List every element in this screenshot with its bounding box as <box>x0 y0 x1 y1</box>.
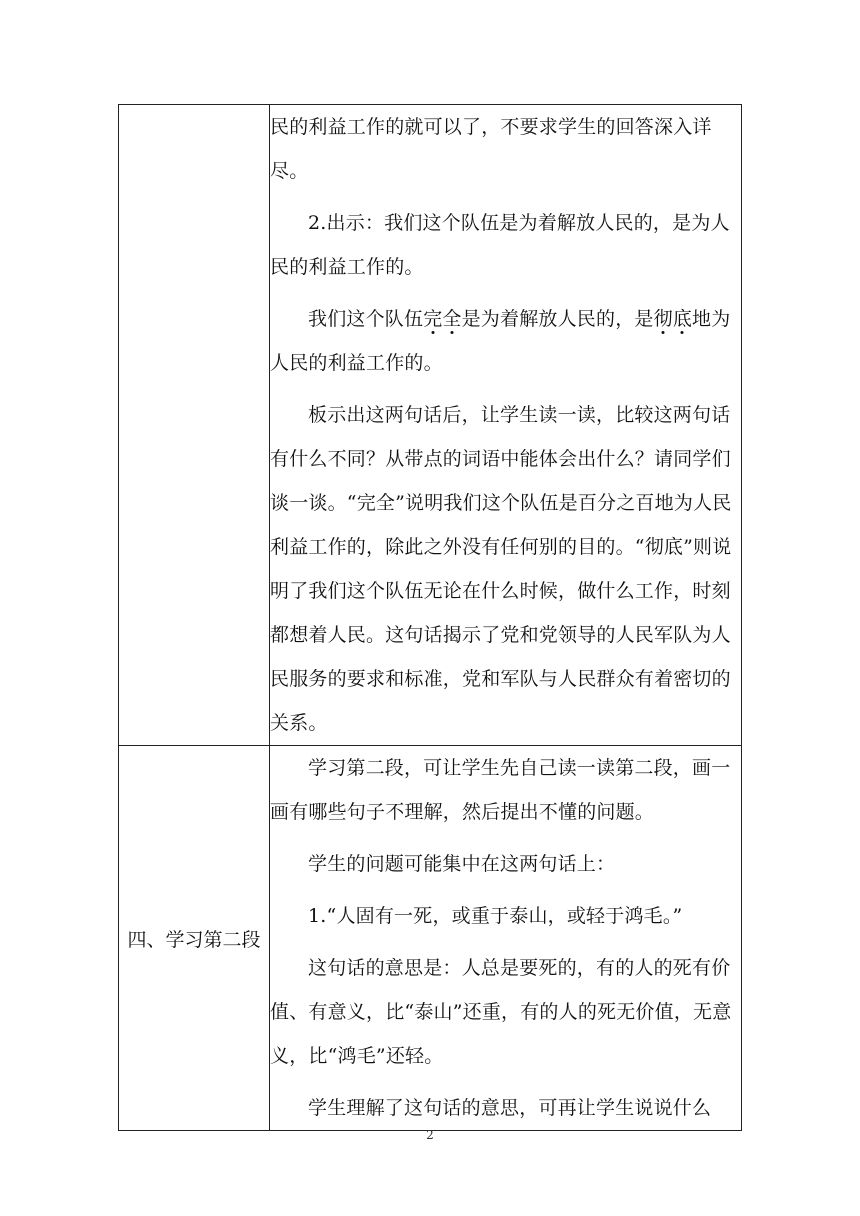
emphasis-char: 完 <box>423 308 443 330</box>
paragraph: 学生理解了这句话的意思，可再让学生说说什么 <box>308 1097 712 1119</box>
lesson-table <box>118 104 742 1131</box>
row1-content-cell <box>270 105 742 746</box>
paragraph: 板示出这两句话后，让学生读一读，比较这两句话有什么不同？从带点的词语中能体会出什么？请同学们谈一谈。“完全”说明我们这个队伍是百分之百地为人民利益工作的，除此之外没有任何别的目的。“彻底”则说明了我们这个队伍无论在什么时候，做什么工作，时刻都想着人民。这句话揭示了党和党领导的人民军队为人民服务的要求和标准，党和军队与人民群众有着密切的关系。 <box>270 404 732 734</box>
text-span: 我们这个队伍 <box>308 308 424 330</box>
text-span: 地为人民的利益工作的。 <box>270 308 731 374</box>
dotted-word-chedi <box>654 308 692 330</box>
paragraph: 2.出示：我们这个队伍是为着解放人民的，是为人民的利益工作的。 <box>270 212 730 278</box>
paragraph: 民的利益工作的就可以了，不要求学生的回答深入详尽。 <box>270 116 712 182</box>
table-row <box>119 746 742 1131</box>
paragraph: 这句话的意思是：人总是要死的，有的人的死有价值、有意义，比“泰山”还重，有的人的死无价值，无意义，比“鸿毛”还轻。 <box>270 957 732 1067</box>
section-title-cell: 四、学习第二段 <box>119 746 270 1131</box>
paragraph: 学生的问题可能集中在这两句话上： <box>308 853 616 875</box>
emphasis-char: 底 <box>672 308 693 330</box>
paragraph: 学习第二段，可让学生先自己读一读第二段，画一画有哪些句子不理解，然后提出不懂的问题。 <box>270 757 731 823</box>
paragraph: 1.“人固有一死，或重于泰山，或轻于鸿毛。” <box>308 905 683 927</box>
emphasis-char: 彻 <box>653 308 673 330</box>
paragraph-emphasis <box>270 297 741 385</box>
table-row <box>119 105 742 746</box>
text-span: 是为着解放人民的，是 <box>461 308 654 330</box>
dotted-word-wanquan <box>423 308 461 330</box>
emphasis-char: 全 <box>442 308 462 330</box>
row2-content-cell <box>270 746 742 1131</box>
page-number: 2 <box>426 1128 434 1142</box>
row1-left-cell <box>119 105 270 746</box>
